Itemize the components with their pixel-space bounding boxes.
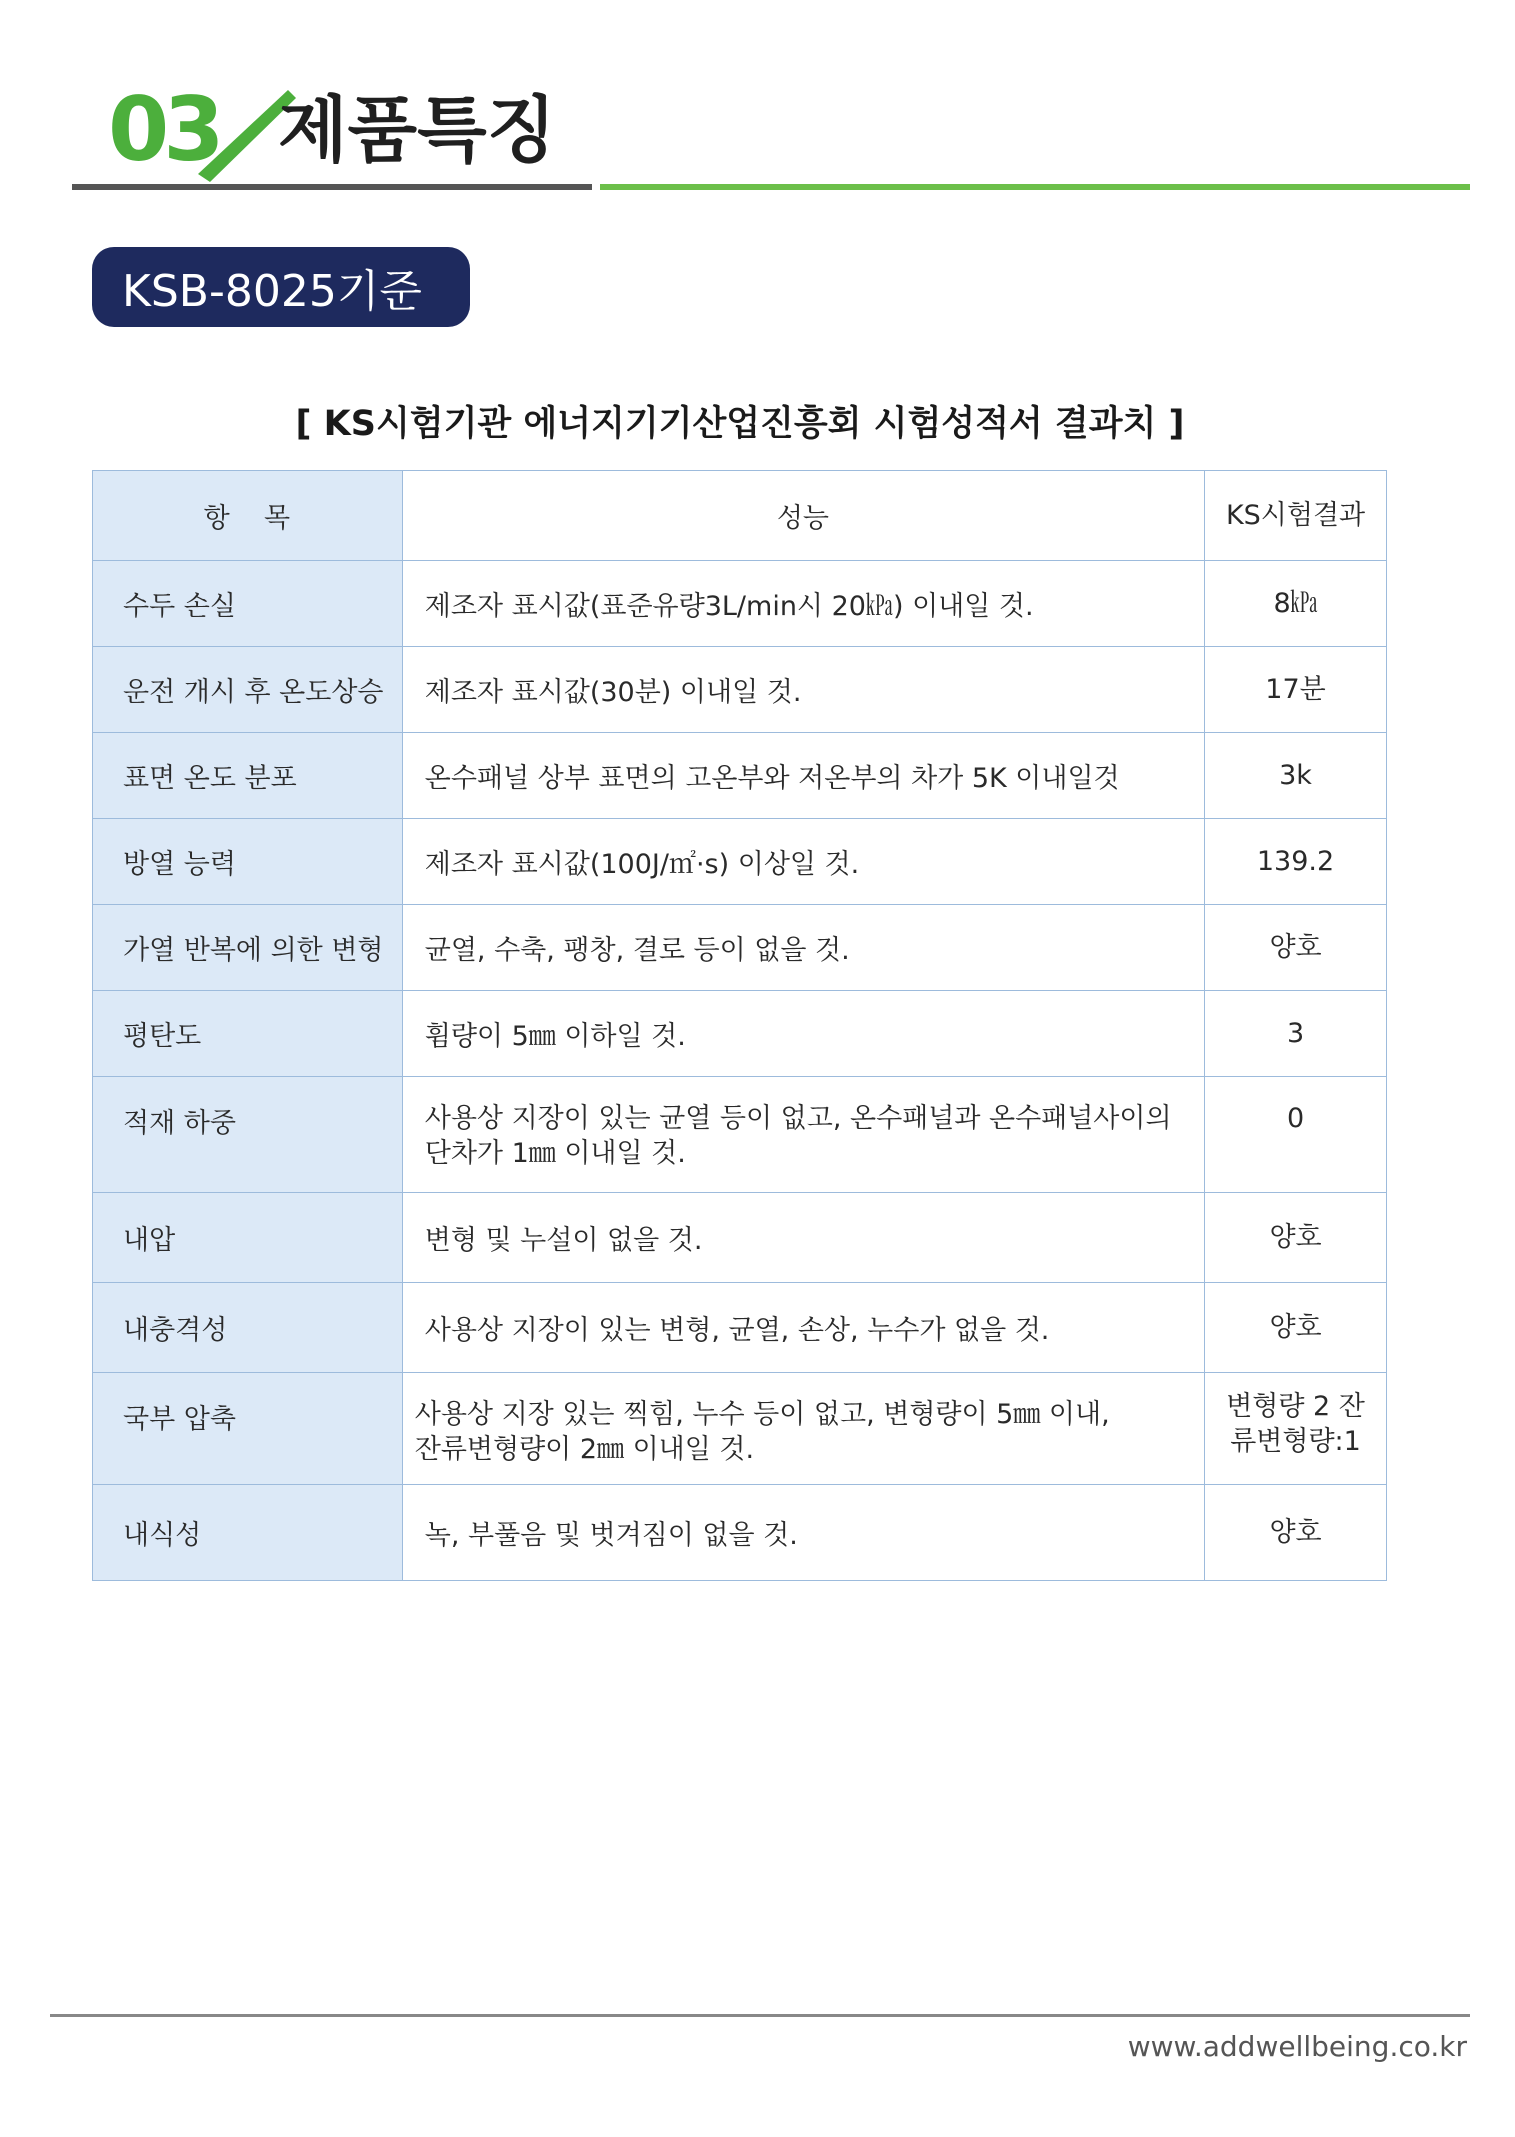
header-performance: 성능 bbox=[402, 471, 1204, 561]
row-result: 0 bbox=[1205, 1077, 1387, 1193]
table-header-row bbox=[93, 471, 1387, 561]
section-title: 제품특징 bbox=[278, 88, 557, 172]
row-item: 내식성 bbox=[93, 1485, 403, 1581]
row-performance: 사용상 지장 있는 찍힘, 누수 등이 없고, 변형량이 5㎜ 이내, 잔류변형량이 2㎜ 이내일 것. bbox=[402, 1373, 1204, 1485]
row-result: 양호 bbox=[1205, 1193, 1387, 1283]
spec-table bbox=[92, 470, 1387, 1581]
row-performance: 녹, 부풀음 및 벗겨짐이 없을 것. bbox=[402, 1485, 1204, 1581]
row-item: 가열 반복에 의한 변형 bbox=[93, 905, 403, 991]
table-row bbox=[93, 1193, 1387, 1283]
row-performance: 제조자 표시값(100J/㎡·s) 이상일 것. bbox=[402, 819, 1204, 905]
row-item: 내충격성 bbox=[93, 1283, 403, 1373]
table-row bbox=[93, 561, 1387, 647]
table-row bbox=[93, 1283, 1387, 1373]
row-result: 변형량 2 잔류변형량:1 bbox=[1205, 1373, 1387, 1485]
row-performance: 온수패널 상부 표면의 고온부와 저온부의 차가 5K 이내일것 bbox=[402, 733, 1204, 819]
row-item: 방열 능력 bbox=[93, 819, 403, 905]
row-performance: 사용상 지장이 있는 균열 등이 없고, 온수패널과 온수패널사이의 단차가 1㎜ 이내일 것. bbox=[402, 1077, 1204, 1193]
table-row bbox=[93, 905, 1387, 991]
row-performance: 휨량이 5㎜ 이하일 것. bbox=[402, 991, 1204, 1077]
row-result: 139.2 bbox=[1205, 819, 1387, 905]
row-performance: 사용상 지장이 있는 변형, 균열, 손상, 누수가 없을 것. bbox=[402, 1283, 1204, 1373]
row-item: 수두 손실 bbox=[93, 561, 403, 647]
header-rule-green bbox=[600, 184, 1470, 190]
row-result: 3k bbox=[1205, 733, 1387, 819]
row-result: 17분 bbox=[1205, 647, 1387, 733]
header-rule-dark bbox=[72, 184, 592, 190]
table-caption: [ KS시험기관 에너지기기산업진흥회 시험성적서 결과치 ] bbox=[295, 404, 1185, 444]
row-performance: 변형 및 누설이 없을 것. bbox=[402, 1193, 1204, 1283]
table-row bbox=[93, 1485, 1387, 1581]
row-result: 양호 bbox=[1205, 1283, 1387, 1373]
row-item: 운전 개시 후 온도상승 bbox=[93, 647, 403, 733]
table-row bbox=[93, 1373, 1387, 1485]
section-number: 03 bbox=[108, 78, 219, 181]
standard-badge: KSB-8025기준 bbox=[92, 247, 470, 327]
row-item: 적재 하중 bbox=[93, 1077, 403, 1193]
header-item: 항 목 bbox=[93, 471, 403, 561]
row-item: 표면 온도 분포 bbox=[93, 733, 403, 819]
row-result: 8㎪ bbox=[1205, 561, 1387, 647]
footer-rule bbox=[50, 2014, 1470, 2017]
table-row bbox=[93, 819, 1387, 905]
row-result: 양호 bbox=[1205, 1485, 1387, 1581]
row-performance: 제조자 표시값(30분) 이내일 것. bbox=[402, 647, 1204, 733]
table-row bbox=[93, 733, 1387, 819]
footer-url: www.addwellbeing.co.kr bbox=[1127, 2030, 1467, 2063]
row-item: 내압 bbox=[93, 1193, 403, 1283]
row-performance: 제조자 표시값(표준유량3L/min시 20㎪) 이내일 것. bbox=[402, 561, 1204, 647]
row-item: 국부 압축 bbox=[93, 1373, 403, 1485]
header-result: KS시험결과 bbox=[1205, 471, 1387, 561]
row-result: 양호 bbox=[1205, 905, 1387, 991]
row-result: 3 bbox=[1205, 991, 1387, 1077]
table-row bbox=[93, 1077, 1387, 1193]
row-item: 평탄도 bbox=[93, 991, 403, 1077]
table-row bbox=[93, 647, 1387, 733]
table-row bbox=[93, 991, 1387, 1077]
row-performance: 균열, 수축, 팽창, 결로 등이 없을 것. bbox=[402, 905, 1204, 991]
